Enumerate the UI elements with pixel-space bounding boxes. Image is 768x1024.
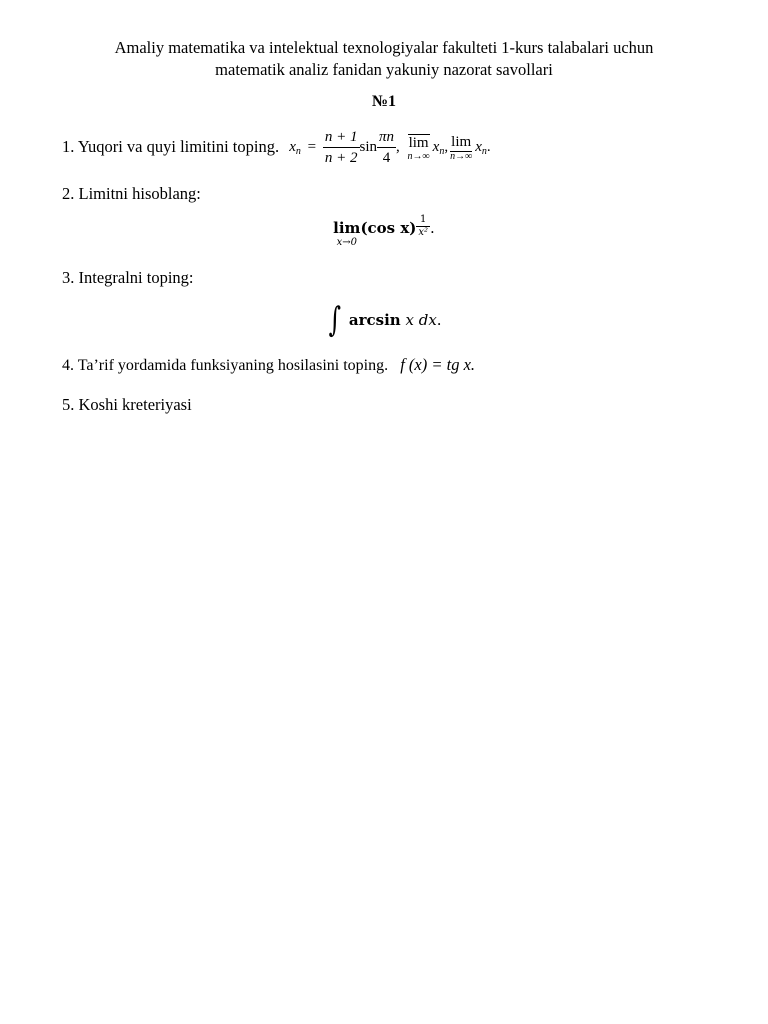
sin-function: sin: [359, 139, 378, 155]
title-line-2: matematik analiz fanidan yakuniy nazorat savollari: [215, 60, 553, 79]
question-1-label: 1. Yuqori va quyi limitini toping.: [62, 137, 280, 157]
title-line-1: Amaliy matematika va intelektual texnologiyalar fakulteti 1-kurs talabalari uchun: [114, 38, 654, 57]
exponent-denominator: x²: [418, 227, 429, 238]
question-5-label: 5. Koshi kreteriyasi: [62, 395, 192, 414]
period-2: .: [430, 219, 435, 237]
question-4-formula: f (x) = tg x.: [400, 355, 476, 374]
liminf-label: lim: [451, 133, 472, 150]
limit-operator: [333, 218, 360, 248]
question-3-formula: [0, 300, 768, 340]
fraction-1-denominator: n + 2: [323, 147, 360, 168]
question-2-formula: [0, 214, 768, 248]
limsup-subscript: n→∞: [407, 150, 430, 162]
limit-label: lim: [333, 219, 361, 237]
question-3-label: 3. Integralni toping:: [62, 268, 194, 287]
period-3: .: [436, 311, 442, 329]
fraction-2-denominator: 4: [377, 147, 396, 168]
question-1: [62, 127, 491, 168]
subscript-n: n: [295, 145, 301, 157]
fraction-2: [377, 127, 396, 168]
comma-1: ,: [396, 139, 400, 155]
exponent-fraction: [416, 214, 430, 239]
liminf: [450, 134, 472, 162]
limsup-label: lim: [408, 134, 429, 151]
var-x: x: [289, 139, 296, 155]
var-x-3: x: [475, 139, 482, 155]
subscript-n-3: n: [481, 145, 487, 157]
limit-subscript: x→0: [336, 237, 357, 248]
fraction-1-numerator: n + 1: [324, 129, 358, 145]
fraction-1: [323, 127, 360, 168]
period-1: .: [486, 139, 491, 155]
var-x-2: x: [432, 139, 440, 155]
subscript-n-2: n: [439, 145, 445, 157]
integral-sign: ∫: [329, 300, 342, 340]
fraction-2-numerator: πn: [379, 129, 395, 145]
arcsin-function: arcsin: [348, 311, 401, 329]
limsup: [408, 134, 430, 162]
integrand-variable: x dx: [405, 311, 437, 329]
question-2-label: 2. Limitni hisoblang:: [62, 184, 201, 203]
equals-sign: =: [307, 139, 317, 155]
variant-number: №1: [371, 93, 397, 110]
document-title: [60, 37, 708, 81]
cos-expression: (cos x): [360, 219, 417, 237]
question-4-label: 4. Ta’rif yordamida funksiyaning hosilasini toping.: [62, 357, 389, 374]
liminf-subscript: n→∞: [450, 150, 473, 162]
question-4: [62, 355, 475, 375]
exponent-numerator: 1: [420, 214, 427, 225]
comma-2: ,: [444, 139, 449, 155]
